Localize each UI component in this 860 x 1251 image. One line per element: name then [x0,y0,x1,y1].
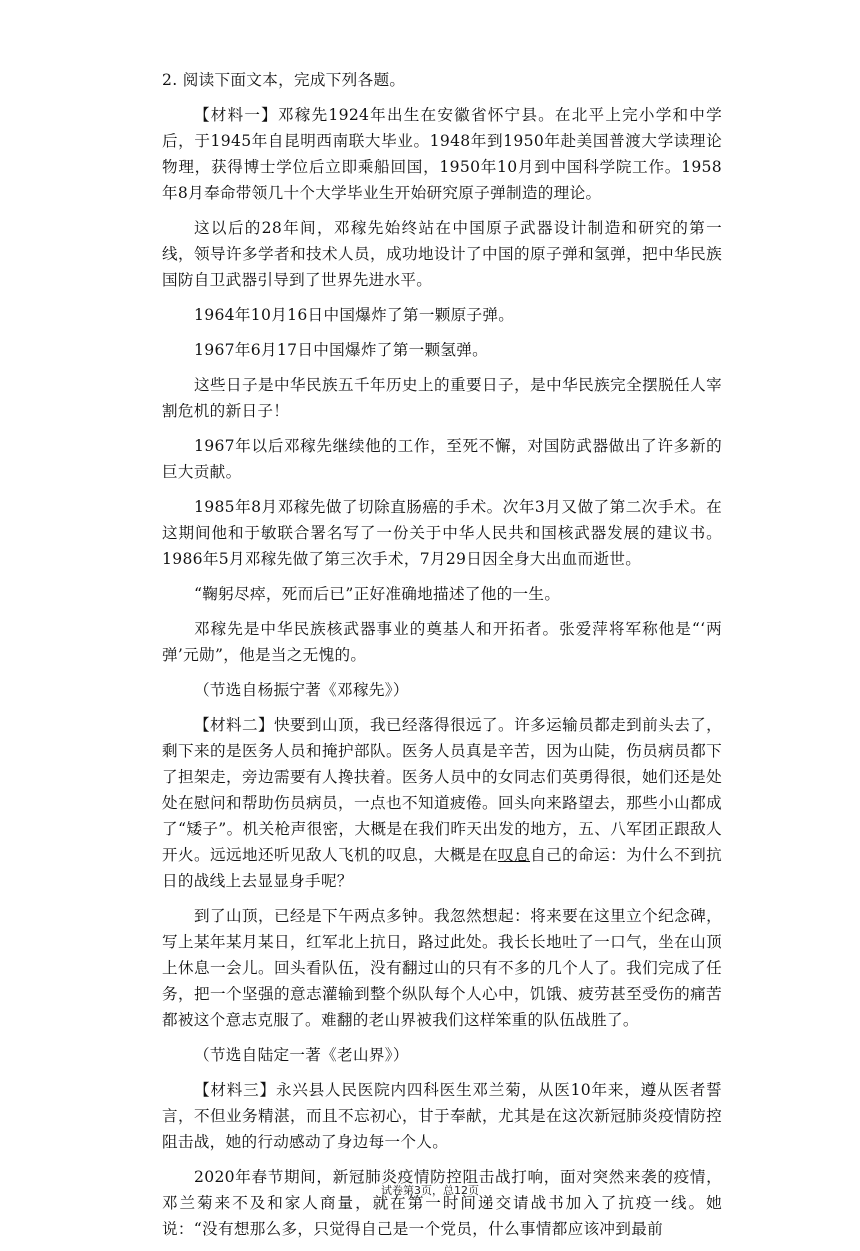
material2-text: 【材料二】快要到山顶，我已经落得很远了。许多运输员都走到前头去了，剩下来的是医务人员和掩护部队。医务人员真是辛苦，因为山陡，伤员病员都下了担架走，旁边需要有人搀扶着。医务人员中的女同志们英勇得很，她们还是处处在慰问和帮助伤员病员，一点也不知道疲倦。回头向来路望去，那些小山都成了“矮子”。机关枪声很密，大概是在我们昨天出发的地方，五、八军团正跟敌人开火。远远地还听见敌人飞机的叹息，大概是在 [162,716,722,864]
material3-paragraph: 2020年春节期间，新冠肺炎疫情防控阻击战打响，面对突然来袭的疫情，邓兰菊来不及和家人商量，就在第一时间递交请战书加入了抗疫一线。她说：“没有想那么多，只觉得自己是一个党员，什么事情都应该冲到最前 [162,1168,722,1238]
page-footer: 试卷第3页，总12页 [381,1184,479,1197]
question-title: 2. 阅读下面文本，完成下列各题。 [162,71,406,89]
material1-paragraph: 这以后的28年间，邓稼先始终站在中国原子武器设计制造和研究的第一线，领导许多学者和技术人员，成功地设计了中国的原子弹和氢弹，把中华民族国防自卫武器引导到了世界先进水平。 [162,219,722,289]
material1-paragraph: 1967年6月17日中国爆炸了第一颗氢弹。 [194,341,489,359]
material2-source: （节选自陆定一著《老山界》） [194,1046,409,1064]
material1-paragraph: “鞠躬尽瘁，死而后已”正好准确地描述了他的一生。 [194,585,561,603]
material3-paragraph: 【材料三】永兴县人民医院内四科医生邓兰菊，从医10年来，遵从医者誓言，不但业务精湛，而且不忘初心，甘于奉献，尤其是在这次新冠肺炎疫情防控阻击战，她的行动感动了身边每一个人。 [162,1081,722,1151]
material1-paragraph: 这些日子是中华民族五千年历史上的重要日子，是中华民族完全摆脱任人宰割危机的新日子！ [162,376,722,420]
material1-paragraph: 邓稼先是中华民族核武器事业的奠基人和开拓者。张爱萍将军称他是“‘两弹’元勋”，他是当之无愧的。 [162,620,722,664]
underlined-word: 叹息 [498,846,531,864]
material1-paragraph: 1967年以后邓稼先继续他的工作，至死不懈，对国防武器做出了许多新的巨大贡献。 [162,437,722,481]
material1-paragraph: 1964年10月16日中国爆炸了第一颗原子弹。 [194,306,515,324]
material2-text: 自己的命运：为什么不到抗日的战线上去显显身手呢？ [162,846,722,890]
material1-source: （节选自杨振宁著《邓稼先》） [194,681,409,699]
material2-paragraph: 到了山顶，已经是下午两点多钟。我忽然想起：将来要在这里立个纪念碑，写上某年某月某日，红军北上抗日，路过此处。我长长地吐了一口气，坐在山顶上休息一会儿。回头看队伍，没有翻过山的只有不多的几个人了。我们完成了任务，把一个坚强的意志灌输到整个纵队每个人心中，饥饿、疲劳甚至受伤的痛苦都被这个意志克服了。难翻的老山界被我们这样笨重的队伍战胜了。 [162,907,722,1029]
material2-paragraph [162,712,722,894]
material1-paragraph: 【材料一】邓稼先1924年出生在安徽省怀宁县。在北平上完小学和中学后，于1945年自昆明西南联大毕业。1948年到1950年赴美国普渡大学读理论物理，获得博士学位后立即乘船回国，1950年10月到中国科学院工作。1958年8月奉命带领几十个大学毕业生开始研究原子弹制造的理论。 [162,106,722,202]
material1-paragraph: 1985年8月邓稼先做了切除直肠癌的手术。次年3月又做了第二次手术。在这期间他和于敏联合署名写了一份关于中华人民共和国核武器发展的建议书。1986年5月邓稼先做了第三次手术，7月29日因全身大出血而逝世。 [162,498,722,568]
reading-passage [162,67,722,1251]
